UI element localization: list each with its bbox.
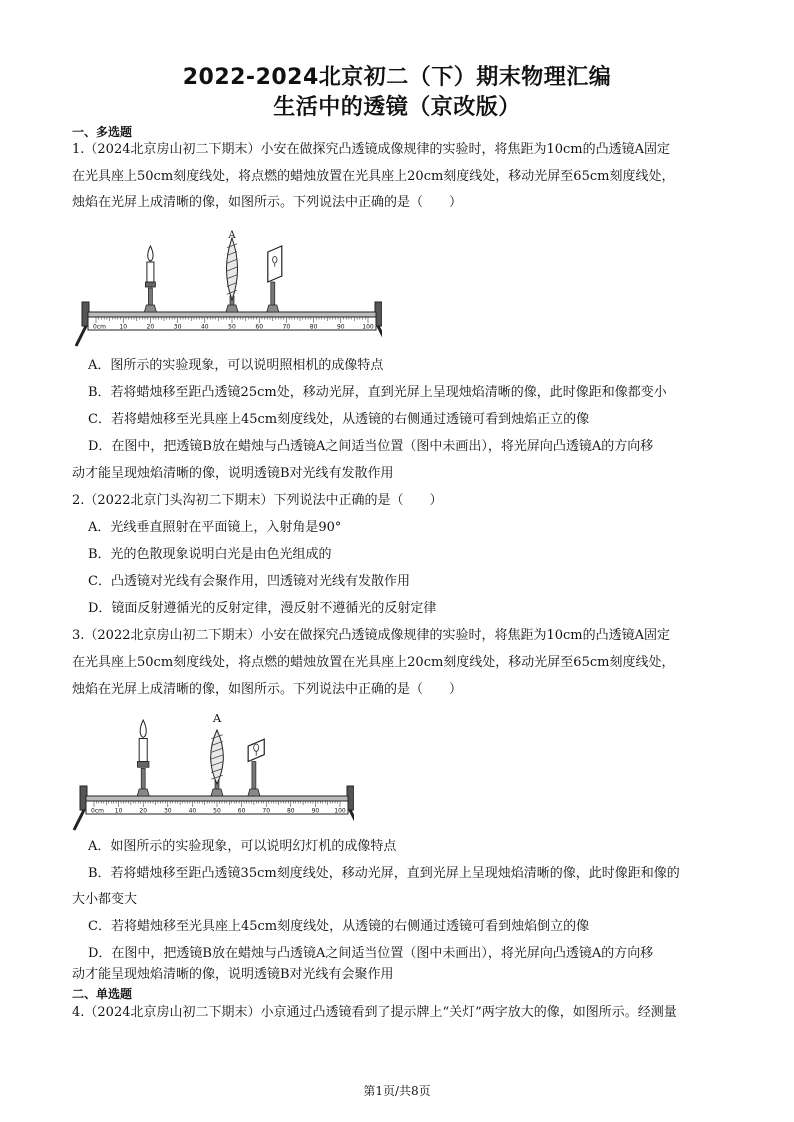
q2-option-a: A．光线垂直照射在平面镜上，入射角是90° xyxy=(88,520,342,535)
document-title-line2: 生活中的透镜（京改版） xyxy=(273,95,521,120)
candle-body xyxy=(139,739,147,762)
optical-bench-figure-1 xyxy=(72,226,382,350)
lens-holder-base xyxy=(211,789,223,796)
q3-option-a: A．如图所示的实验现象，可以说明幻灯机的成像特点 xyxy=(88,839,397,854)
q3-option-b-line1: B．若将蜡烛移至距凸透镜35cm刻度线处，移动光屏，直到光屏上呈现烛焰清晰的像，此时像距和像的 xyxy=(88,866,680,881)
screen-holder-rod xyxy=(252,762,256,791)
lens-label: A xyxy=(228,230,236,241)
scale-tick-label: 10 xyxy=(119,323,128,331)
candle-body xyxy=(147,262,154,282)
q1-option-d-line1: D．在图中，把透镜B放在蜡烛与凸透镜A之间适当位置（图中未画出），将光屏向凸透镜A的方向移 xyxy=(88,439,654,454)
q3-stem-line1: 3.（2022北京房山初二下期末）小安在做探究凸透镜成像规律的实验时，将焦距为10cm的凸透镜A固定 xyxy=(72,628,671,643)
q1-option-b: B．若将蜡烛移至距凸透镜25cm处，移动光屏，直到光屏上呈现烛焰清晰的像，此时像距和像都变小 xyxy=(88,385,667,400)
scale-tick-label: 70 xyxy=(282,323,291,331)
scale-tick-label: 100 xyxy=(334,807,346,815)
screen-holder-rod xyxy=(271,282,275,306)
q3-option-d-line1: D．在图中，把透镜B放在蜡烛与凸透镜A之间适当位置（图中未画出），将光屏向凸透镜A的方向移 xyxy=(88,946,654,961)
q2-option-b: B．光的色散现象说明白光是由色光组成的 xyxy=(88,547,332,562)
scale-tick-label: 80 xyxy=(286,807,295,815)
scale-tick-label: 50 xyxy=(228,323,236,331)
candle-holder-base xyxy=(144,305,156,312)
q1-stem-line2: 在光具座上50cm刻度线处，将点燃的蜡烛放置在光具座上20cm刻度线处，移动光屏至65cm刻度线处， xyxy=(72,169,675,184)
scale-tick-label: 100 xyxy=(362,323,374,331)
scale-tick-label: 50 xyxy=(213,807,221,815)
q1-stem-line3: 烛焰在光屏上成清晰的像，如图所示。下列说法中正确的是（ ） xyxy=(72,195,463,210)
q1-stem-line1: 1.（2024北京房山初二下期末）小安在做探究凸透镜成像规律的实验时，将焦距为10cm的凸透镜A固定 xyxy=(72,142,671,157)
candle-holder-rod xyxy=(148,288,152,306)
optical-bench-figure-3 xyxy=(72,708,354,832)
candle-holder-rod xyxy=(141,768,145,790)
scale-tick-label: 90 xyxy=(311,807,320,815)
candle-cup xyxy=(137,762,149,768)
q1-option-d-line2: 动才能呈现烛焰清晰的像，说明透镜B对光线有发散作用 xyxy=(72,466,394,481)
q3-option-d-line2: 动才能呈现烛焰清晰的像，说明透镜B对光线有会聚作用 xyxy=(72,967,394,982)
q2-option-c: C．凸透镜对光线有会聚作用，凹透镜对光线有发散作用 xyxy=(88,574,410,589)
q1-option-c: C．若将蜡烛移至光具座上45cm刻度线处，从透镜的右侧通过透镜可看到烛焰正立的像 xyxy=(88,412,590,427)
scale-tick-label: 70 xyxy=(262,807,271,815)
candle-cup xyxy=(145,282,155,287)
scale-tick-label: 20 xyxy=(139,807,148,815)
q2-stem: 2.（2022北京门头沟初二下期末）下列说法中正确的是（ ） xyxy=(72,493,443,508)
q4-stem-line1: 4.（2024北京房山初二下期末）小京通过凸透镜看到了提示牌上“关灯”两字放大的像，如图所示。经测量 xyxy=(72,1005,677,1020)
candle-flame xyxy=(140,720,146,737)
screen-holder-base xyxy=(267,305,279,312)
q1-option-a: A．图所示的实验现象，可以说明照相机的成像特点 xyxy=(88,358,384,373)
scale-tick-label: 60 xyxy=(237,807,246,815)
candle-flame xyxy=(148,246,153,261)
lens-holder-base xyxy=(226,305,238,312)
scale-tick-label: 10 xyxy=(114,807,123,815)
screen-image-flame xyxy=(273,256,277,262)
scale-tick-label: 90 xyxy=(336,323,345,331)
scale-tick-label: 40 xyxy=(200,323,209,331)
q3-option-b-line2: 大小都变大 xyxy=(72,892,138,907)
scale-tick-label: 30 xyxy=(163,807,172,815)
lens-label: A xyxy=(212,711,222,725)
bench-rail xyxy=(88,312,376,317)
bench-rail xyxy=(86,796,348,801)
candle-holder-base xyxy=(137,789,149,796)
q3-stem-line2: 在光具座上50cm刻度线处，将点燃的蜡烛放置在光具座上20cm刻度线处，移动光屏至65cm刻度线处， xyxy=(72,655,675,670)
scale-unit-label: 0cm xyxy=(93,323,106,331)
q3-option-c: C．若将蜡烛移至光具座上45cm刻度线处，从透镜的右侧通过透镜可看到烛焰倒立的像 xyxy=(88,919,590,934)
scale-tick-label: 80 xyxy=(309,323,318,331)
scale-tick-label: 30 xyxy=(173,323,182,331)
section-multiple-choice: 一、多选题 xyxy=(72,125,133,139)
q2-option-d: D．镜面反射遵循光的反射定律，漫反射不遵循光的反射定律 xyxy=(88,601,437,616)
screen-image-flame xyxy=(254,744,259,751)
document-title-line1: 2022-2024北京初二（下）期末物理汇编 xyxy=(182,65,612,90)
scale-tick-label: 20 xyxy=(146,323,155,331)
scale-tick-label: 60 xyxy=(255,323,264,331)
page-footer: 第1页/共8页 xyxy=(363,1084,431,1098)
scale-unit-label: 0cm xyxy=(91,807,104,815)
q3-stem-line3: 烛焰在光屏上成清晰的像，如图所示。下列说法中正确的是（ ） xyxy=(72,682,463,697)
section-single-choice: 二、单选题 xyxy=(72,987,133,1001)
screen-holder-base xyxy=(248,789,260,796)
scale-tick-label: 40 xyxy=(188,807,197,815)
